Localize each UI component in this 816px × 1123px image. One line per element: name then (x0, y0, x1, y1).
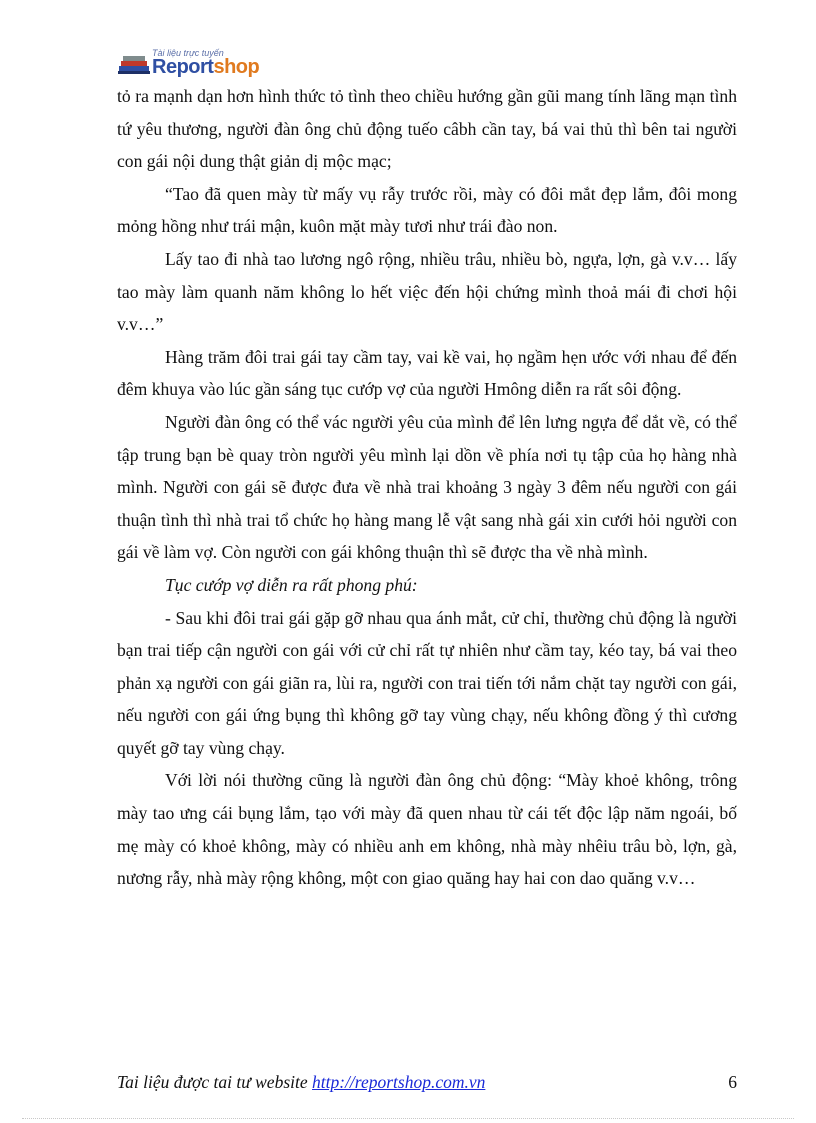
paragraph: - Sau khi đôi trai gái gặp gỡ nhau qua ánh mắt, cử chỉ, thường chủ động là người bạn trai tiếp cận người con gái với cử chỉ rất tự nhiên như cầm tay, kéo tay, bá vai theo phản xạ người con gái giãn ra, lùi ra, người con trai tiến tới nắm chặt tay người con gái, nếu người con gái ứng bụng thì không gỡ tay vùng chạy, nếu không đồng ý thì cương quyết gỡ tay vùng chạy. (117, 607, 737, 758)
page-footer (117, 1072, 737, 1093)
footer-text: Tai liệu được tai tư website (117, 1072, 308, 1092)
page-number: 6 (728, 1072, 737, 1092)
paragraph: Lấy tao đi nhà tao lương ngô rộng, nhiều trâu, nhiều bò, ngựa, lợn, gà v.v… lấy tao mày làm quanh năm không lo hết việc đến hội chứng mình thoả mái đi chơi hội v.v…” (117, 248, 737, 335)
body-text (117, 80, 737, 895)
footer-link[interactable]: http://reportshop.com.vn (312, 1072, 486, 1092)
bottom-divider (22, 1118, 794, 1119)
section-heading: Tục cướp vợ diễn ra rất phong phú: (165, 574, 418, 595)
logo-name: Reportshop (152, 56, 260, 78)
paragraph: tỏ ra mạnh dạn hơn hình thức tỏ tình theo chiều hướng gần gũi mang tính lãng mạn tình tứ yêu thương, người đàn ông chủ động tuếo câbh cần tay, bá vai thủ thì bên tai người con gái nội dung thật giản dị mộc mạc; (117, 86, 737, 172)
paragraph: Với lời nói thường cũng là người đàn ông chủ động: “Mày khoẻ không, trông mày tao ưng cái bụng lắm, tạo với mày đã quen nhau từ cái tết độc lập năm ngoái, bố mẹ mày có khoẻ không, mày có nhiều anh em không, nhà mày nhêiu trâu bò, lợn, gà, nương rẫy, nhà mày rộng không, một con giao quăng hay hai con dao quăng v.v… (117, 770, 737, 889)
paragraph: “Tao đã quen mày từ mấy vụ rẫy trước rồi, mày có đôi mắt đẹp lắm, đôi mong mỏng hồng như trái mận, kuôn mặt mày tươi như trái đào non. (117, 183, 737, 237)
paragraph: Hàng trăm đôi trai gái tay cầm tay, vai kề vai, họ ngầm hẹn ước với nhau để đến đêm khuya vào lúc gần sáng tục cướp vợ của người Hmông diễn ra rất sôi động. (117, 346, 737, 400)
books-icon (118, 54, 150, 76)
reportshop-logo[interactable] (118, 48, 278, 82)
paragraph: Người đàn ông có thể vác người yêu của mình để lên lưng ngựa để dắt về, có thể tập trung bạn bè quay tròn người yêu mình lại dồn về phía nơi tụ tập của họ hàng nhà mình. Người con gái sẽ được đưa về nhà trai khoảng 3 ngày 3 đêm nếu người con gái thuận tình thì nhà trai tổ chức họ hàng mang lễ vật sang nhà gái xin cưới hỏi người con gái về làm vợ. Còn người con gái không thuận thì sẽ được tha về nhà mình. (117, 411, 737, 563)
logo-tagline: Tài liệu trực tuyến (152, 48, 224, 58)
